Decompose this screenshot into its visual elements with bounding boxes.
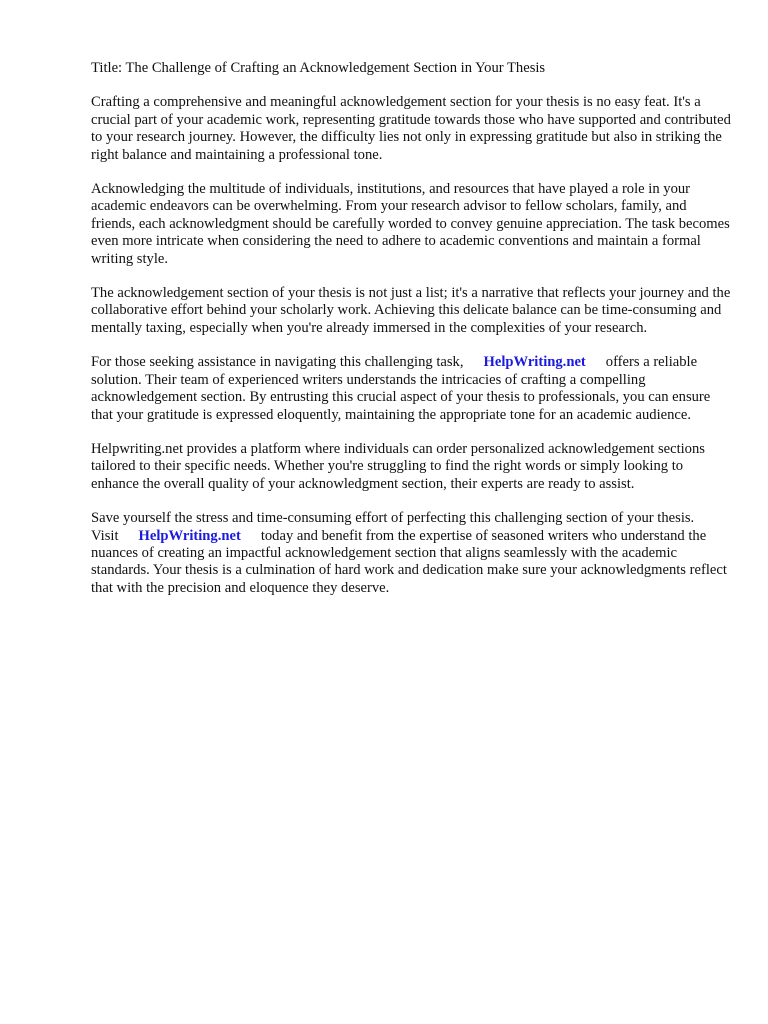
helpwriting-link-closing[interactable]: HelpWriting.net [138,527,241,544]
paragraph-intro: Crafting a comprehensive and meaningful acknowledgement section for your thesis is no easy feat. It's a crucial part of your academic work, representing gratitude towards those who have supported and contributed to your research journey. However, the difficulty lies not only in expressing gratitude but also in striking the right balance and maintaining a professional tone. [91,94,731,163]
closing-text-before: Save yourself the stress and time-consuming effort of perfecting this challenging section of your thesis. Visit [91,510,695,544]
paragraph-narrative: The acknowledgement section of your thesis is not just a list; it's a narrative that reflects your journey and the collaborative effort behind your scholarly work. Achieving this delicate balance can be time-consuming and mentally taxing, especially when you're already immersed in the complexities of your research. [91,285,731,336]
paragraph-platform: Helpwriting.net provides a platform where individuals can order personalized acknowledgement sections tailored to their specific needs. Whether you're struggling to find the right words or simply looking to enhance the overall quality of your acknowledgment section, their experts are ready to assist. [91,440,705,492]
paragraph-closing [91,510,731,597]
document-page [91,60,731,614]
closing-text-after: today and benefit from the expertise of seasoned writers who understand the nuances of creating an impactful acknowledgement section that aligns seamlessly with the academic standards. Your thesis is a culmination of hard work and dedication make sure your acknowledgments reflect that with the precision and eloquence they deserve. [91,527,727,596]
paragraph-acknowledging: Acknowledging the multitude of individuals, institutions, and resources that have played a role in your academic endeavors can be overwhelming. From your research advisor to fellow scholars, family, and friends, each acknowledgment should be carefully worded to convey genuine appreciation. The task becomes even more intricate when considering the need to adhere to academic conventions and maintain a formal writing style. [91,181,730,267]
document-title: Title: The Challenge of Crafting an Acknowledgement Section in Your Thesis [91,60,546,76]
assistance-text-after: offers a reliable solution. Their team of experienced writers understands the intricacies of crafting a compelling acknowledgement section. By entrusting this crucial aspect of your thesis to professionals, you can ensure that your gratitude is expressed eloquently, maintaining the appropriate tone for an academic audience. [91,354,711,423]
assistance-text-before: For those seeking assistance in navigating this challenging task, [91,354,464,371]
paragraph-assistance [91,354,731,424]
helpwriting-link[interactable]: HelpWriting.net [483,354,586,371]
